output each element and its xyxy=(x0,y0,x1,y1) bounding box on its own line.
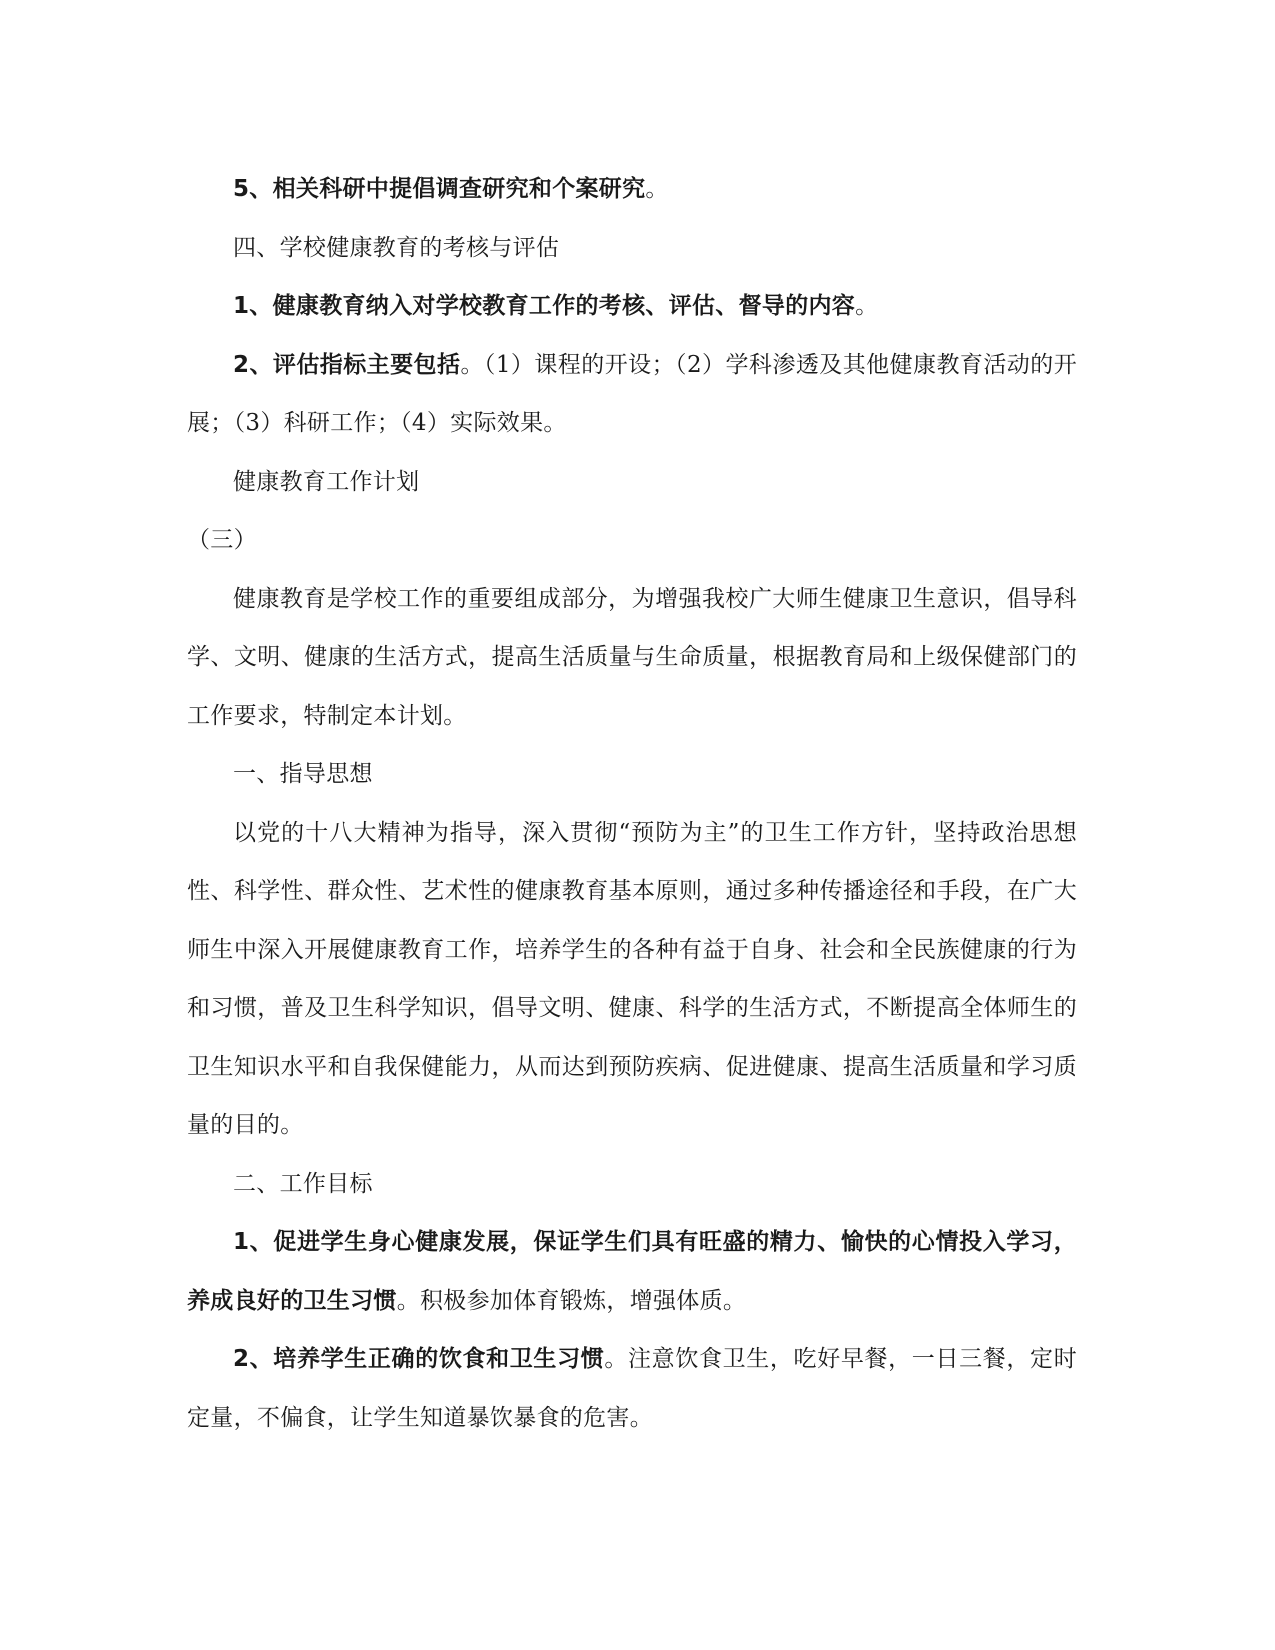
paragraph-text: 健康教育是学校工作的重要组成部分，为增强我校广大师生健康卫生意识，倡导科学、文明、健康的生活方式，提高生活质量与生命质量，根据教育局和上级保健部门的工作要求，特制定本计划。 xyxy=(187,585,1077,729)
paragraph-text: 以党的十八大精神为指导，深入贯彻“预防为主”的卫生工作方针，坚持政治思想性、科学性、群众性、艺术性的健康教育基本原则，通过多种传播途径和手段，在广大师生中深入开展健康教育工作，培养学生的各种有益于自身、社会和全民族健康的行为和习惯，普及卫生科学知识，倡导文明、健康、科学的生活方式，不断提高全体师生的卫生知识水平和自我保健能力，从而达到预防疾病、促进健康、提高生活质量和学习质量的目的。 xyxy=(187,819,1077,1138)
paragraph-introduction xyxy=(187,570,1077,746)
paragraph-goal-1 xyxy=(187,1213,1077,1330)
section-heading-work-goals xyxy=(187,1155,1077,1214)
paragraph-bold-lead: 1、健康教育纳入对学校教育工作的考核、评估、督导的内容 xyxy=(233,293,856,319)
paragraph-bold-lead: 5、相关科研中提倡调查研究和个案研究 xyxy=(233,176,646,202)
document-body xyxy=(187,160,1077,1447)
paragraph-text: 。积极参加体育锻炼，增强体质。 xyxy=(396,1287,747,1314)
document-title xyxy=(187,453,1077,512)
paragraph-bold-lead: 1、促进学生身心健康发展，保证学生们具有旺盛的精力、愉快的心情投入学习，养成良好的卫生习惯 xyxy=(187,1229,1077,1314)
paragraph-guiding-ideology xyxy=(187,804,1077,1155)
paragraph-text: 。（1）课程的开设；（2）学科渗透及其他健康教育活动的开展；（3）科研工作；（4）实际效果。 xyxy=(187,351,1077,436)
paragraph-text: 四、学校健康教育的考核与评估 xyxy=(233,234,560,261)
paragraph-research-methods xyxy=(187,160,1077,219)
paragraph-text: 。注意饮食卫生，吃好早餐，一日三餐，定时定量，不偏食，让学生知道暴饮暴食的危害。 xyxy=(187,1346,1077,1431)
section-heading-assessment xyxy=(187,219,1077,278)
section-heading-guiding-ideology xyxy=(187,745,1077,804)
paragraph-text: 。 xyxy=(645,176,669,202)
paragraph-bold-lead: 2、培养学生正确的饮食和卫生习惯 xyxy=(233,1346,605,1372)
document-subtitle xyxy=(187,511,1077,570)
paragraph-text: （三） xyxy=(187,527,257,553)
paragraph-assessment-item-1 xyxy=(187,277,1077,336)
paragraph-text: 。 xyxy=(855,293,879,319)
paragraph-text: 二、工作目标 xyxy=(233,1170,373,1197)
paragraph-bold-lead: 2、评估指标主要包括 xyxy=(233,351,461,378)
paragraph-goal-2 xyxy=(187,1330,1077,1447)
paragraph-text: 一、指导思想 xyxy=(233,761,373,787)
paragraph-assessment-item-2 xyxy=(187,336,1077,453)
paragraph-text: 健康教育工作计划 xyxy=(233,468,420,495)
